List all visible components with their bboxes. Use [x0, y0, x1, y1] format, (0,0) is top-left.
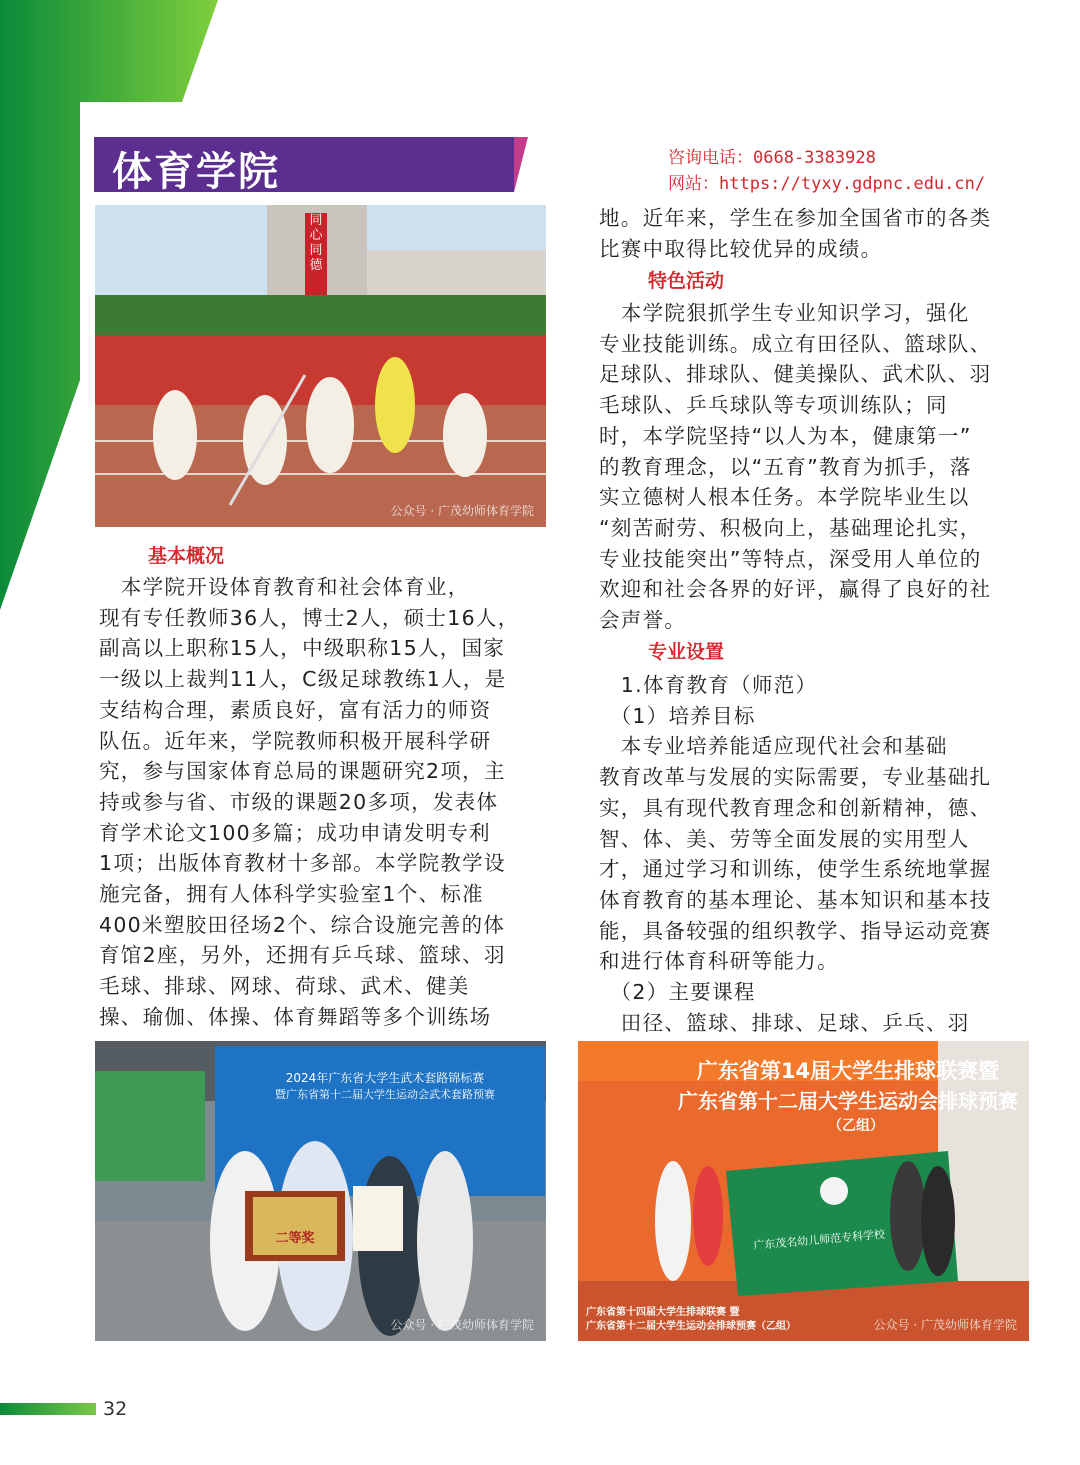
intro-line: 地。近年来，学生在参加全国省市的各类 [599, 206, 992, 230]
activities-line: 欢迎和社会各界的好评，赢得了良好的社 [599, 577, 992, 602]
majors-line: 本专业培养能适应现代社会和基础 [599, 734, 948, 759]
overview-line: 施完备，拥有人体科学实验室1个、标准 [99, 882, 484, 906]
contact-website[interactable]: 网站：https://tyxy.gdpnc.edu.cn/ [668, 174, 986, 194]
volleyball-footer-line2: 广东省第十二届大学生运动会排球预赛（乙组） [586, 1321, 796, 1332]
majors-line: 实，具有现代教育理念和创新精神，德、 [599, 795, 992, 820]
overview-line: 1项；出版体育教材十多部。本学院教学设 [99, 851, 506, 876]
majors-line: 体育教育的基本理论、基本知识和基本技 [599, 887, 992, 912]
overview-line: 毛球、排球、网球、荷球、武术、健美 [99, 974, 470, 999]
wushu-banner-text: 同心同德 [309, 213, 323, 273]
heading-overview: 基本概况 [148, 545, 225, 567]
heading-activities: 特色活动 [648, 270, 725, 292]
majors-line: 1.体育教育（师范） [599, 673, 818, 697]
volleyball-flag-text: 广东茂名幼儿师范专科学校 [752, 1227, 886, 1253]
activities-line: “刻苦耐劳、积极向上，基础理论扎实， [599, 515, 982, 540]
activities-line: 本学院狠抓学生专业知识学习，强化 [599, 301, 970, 325]
award-watermark: 公众号 · 广茂幼师体育学院 [390, 1318, 534, 1332]
award-banner-line1: 2024年广东省大学生武术套路锦标赛 [285, 1071, 485, 1085]
award-banner-line2: 暨广东省第十二届大学生运动会武术套路预赛 [275, 1088, 495, 1101]
activities-line: 专业技能突出”等特点，深受用人单位的 [599, 546, 982, 571]
wushu-watermark: 公众号 · 广茂幼师体育学院 [390, 504, 534, 518]
majors-line: 教育改革与发展的实际需要，专业基础扎 [599, 765, 992, 790]
volleyball-banner-line3: （乙组） [828, 1118, 884, 1134]
wushu-photo [95, 205, 546, 527]
heading-majors: 专业设置 [648, 641, 725, 663]
page-number: 32 [103, 1398, 128, 1420]
overview-line: 副高以上职称15人，中级职称15人，国家 [99, 636, 506, 661]
majors-line: 才，通过学习和训练，使学生系统地掌握 [599, 857, 992, 882]
activities-line: 的教育理念，以“五育”教育为抓手，落 [599, 454, 972, 479]
activities-line: 毛球队、乒乓球队等专项训练队；同 [599, 393, 948, 418]
overview-line: 队伍。近年来，学院教师积极开展科学研 [99, 728, 492, 753]
overview-line: 究，参与国家体育总局的课题研究2项，主 [99, 759, 506, 784]
overview-line: 本学院开设体育教育和社会体育业， [99, 575, 470, 599]
overview-line: 支结构合理，素质良好，富有活力的师资 [99, 697, 492, 722]
majors-line: （1）培养目标 [599, 703, 756, 728]
volleyball-photo [578, 1041, 1029, 1341]
overview-line: 现有专任教师36人，博士2人，硕士16人， [99, 605, 520, 630]
overview-line: 育馆2座，另外，还拥有乒乓球、篮球、羽 [99, 943, 506, 968]
overview-line: 育学术论文100多篇；成功申请发明专利 [99, 820, 491, 845]
award-photo [95, 1041, 546, 1341]
section-title-bar [94, 137, 514, 195]
activities-line: 专业技能训练。成立有田径队、篮球队、 [599, 331, 992, 356]
overview-line: 一级以上裁判11人，C级足球教练1人，是 [99, 667, 507, 692]
activities-line: 足球队、排球队、健美操队、武术队、羽 [599, 362, 992, 387]
majors-line: （2）主要课程 [599, 980, 756, 1004]
page-title: 体育学院 [112, 149, 280, 195]
majors-line: 和进行体育科研等能力。 [599, 949, 839, 974]
overview-line: 400米塑胶田径场2个、综合设施完善的体 [99, 912, 506, 937]
volleyball-watermark: 公众号 · 广茂幼师体育学院 [873, 1318, 1017, 1332]
intro-line: 比赛中取得比较优异的成绩。 [599, 236, 883, 261]
majors-line: 田径、篮球、排球、足球、乒乓、羽 [599, 1010, 970, 1035]
volleyball-banner-line2: 广东省第十二届大学生运动会排球预赛 [678, 1089, 1018, 1113]
award-certificate-text: 二等奖 [275, 1231, 315, 1246]
activities-line: 会声誉。 [599, 608, 687, 632]
majors-line: 能，具备较强的组织教学、指导运动竞赛 [599, 918, 992, 943]
volleyball-footer-line1: 广东省第十四届大学生排球联赛 暨 [586, 1307, 740, 1318]
volleyball-banner-line1: 广东省第14届大学生排球联赛暨 [696, 1059, 1000, 1083]
contact-phone: 咨询电话：0668-3383928 [668, 148, 876, 168]
majors-line: 智、体、美、劳等全面发展的实用型人 [599, 826, 970, 851]
overview-line: 持或参与省、市级的课题20多项，发表体 [99, 789, 499, 814]
activities-line: 时，本学院坚持“以人为本，健康第一” [599, 423, 972, 448]
activities-line: 实立德树人根本任务。本学院毕业生以 [599, 485, 970, 510]
overview-line: 操、瑜伽、体操、体育舞蹈等多个训练场 [99, 1004, 492, 1029]
page-number-bar [0, 1403, 96, 1415]
